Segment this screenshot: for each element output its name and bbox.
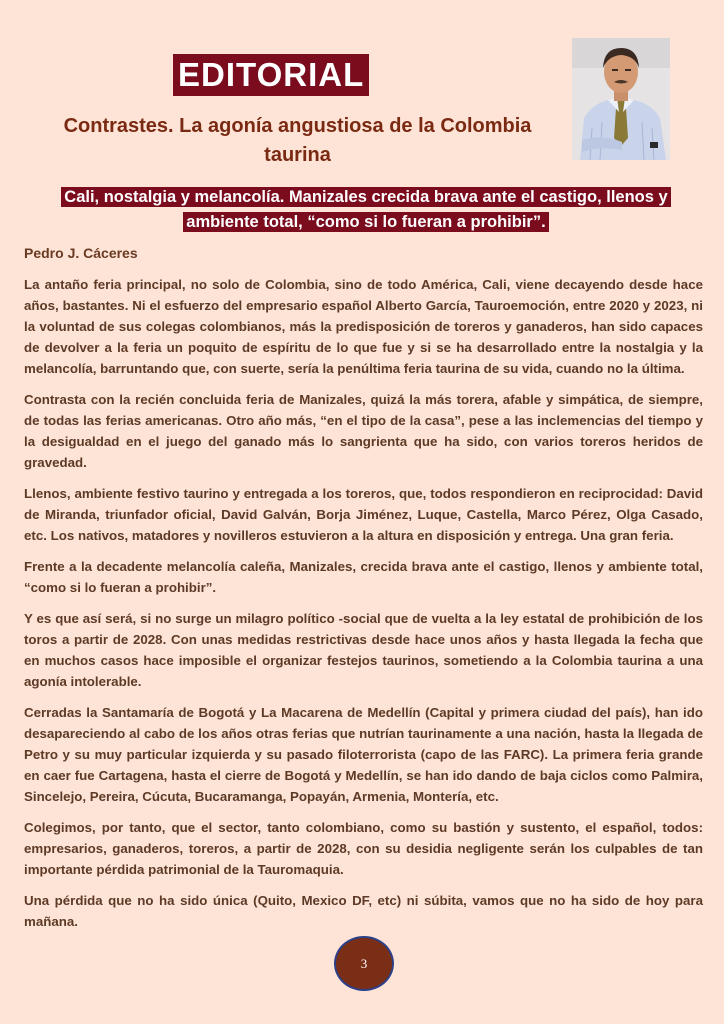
subheadline-text: Cali, nostalgia y melancolía. Manizales crecida brava ante el castigo, llenos y ambiente total, “como si lo fueran a prohibir”.	[61, 187, 670, 232]
page-number-badge	[334, 936, 394, 991]
author-byline: Pedro J. Cáceres	[24, 245, 138, 261]
article-paragraph: Una pérdida que no ha sido única (Quito, Mexico DF, etc) ni súbita, vamos que no ha sido de hoy para mañana.	[24, 893, 703, 929]
article-paragraph: Llenos, ambiente festivo taurino y entregada a los toreros, que, todos respondieron en reciprocidad: David de Miranda, triunfador oficial, David Galván, Borja Jiménez, Luque, Castella, Marco Pérez, Olga Casado, etc. Los nativos, matadores y novilleros estuvieron a la altura en disposición y entrega. Una gran feria.	[24, 486, 703, 543]
article-paragraph: Cerradas la Santamaría de Bogotá y La Macarena de Medellín (Capital y primera ciudad del país), han ido desapareciendo al cabo de los años otras ferias que nutrían taurinamente a una nación, hasta la llegada de Petro y su muy particular izquierda y su pasado filoterrorista (capo de las FARC). La primera feria grande en caer fue Cartagena, hasta el cierre de Bogotá y Medellín, se han ido dando de baja ciclos como Palmira, Sincelejo, Pereira, Cúcuta, Bucaramanga, Popayán, Armenia, Montería, etc.	[24, 705, 703, 804]
article-paragraph: La antaño feria principal, no solo de Colombia, sino de todo América, Cali, viene decayendo desde hace años, bastantes. Ni el esfuerzo del empresario español Alberto García, Tauroemoción, entre 2020 y 2023, ni la voluntad de sus colegas colombianos, más la predisposición de toreros y ganaderos, han sido capaces de devolver a la feria un poquito de espíritu de lo que fue y si se ha desarrollado entre la nostalgia y la melancolía, barruntando que, con suerte, sería la penúltima feria taurina de su vida, cuando no la última.	[24, 277, 703, 376]
article-paragraph: Frente a la decadente melancolía caleña, Manizales, crecida brava ante el castigo, llenos y ambiente total, “como si lo fueran a prohibir”.	[24, 559, 703, 595]
author-photo	[572, 38, 670, 160]
article-paragraph: Colegimos, por tanto, que el sector, tanto colombiano, como su bastión y sustento, el español, todos: empresarios, ganaderos, toreros, a partir de 2028, con su desidia negligente serán los culpables de tan importante pérdida patrimonial de la Tauromaquia.	[24, 820, 703, 877]
article-headline: Contrastes. La agonía angustiosa de la Colombia taurina	[63, 115, 532, 166]
article-subheadline	[56, 185, 676, 235]
article-paragraph: Contrasta con la recién concluida feria de Manizales, quizá la más torera, afable y simpática, de siempre, de todas las ferias americanas. Otro año más, “en el tipo de la casa”, pese a las inclemencias del tiempo y la desigualdad en el juego del ganado más lo sangrienta que ha sido, con varios toreros heridos de gravedad.	[24, 392, 703, 470]
section-label: EDITORIAL	[173, 54, 369, 96]
page-number: 3	[360, 955, 368, 971]
article-body	[24, 274, 703, 942]
article-paragraph: Y es que así será, si no surge un milagro político -social que de vuelta a la ley estatal de prohibición de los toros a partir de 2028. Con unas medidas restrictivas desde hace unos años y hasta llegada la fecha que en muchos casos hace imposible el organizar festejos taurinos, sometiendo a la Colombia taurina a una agonía intolerable.	[24, 611, 703, 689]
